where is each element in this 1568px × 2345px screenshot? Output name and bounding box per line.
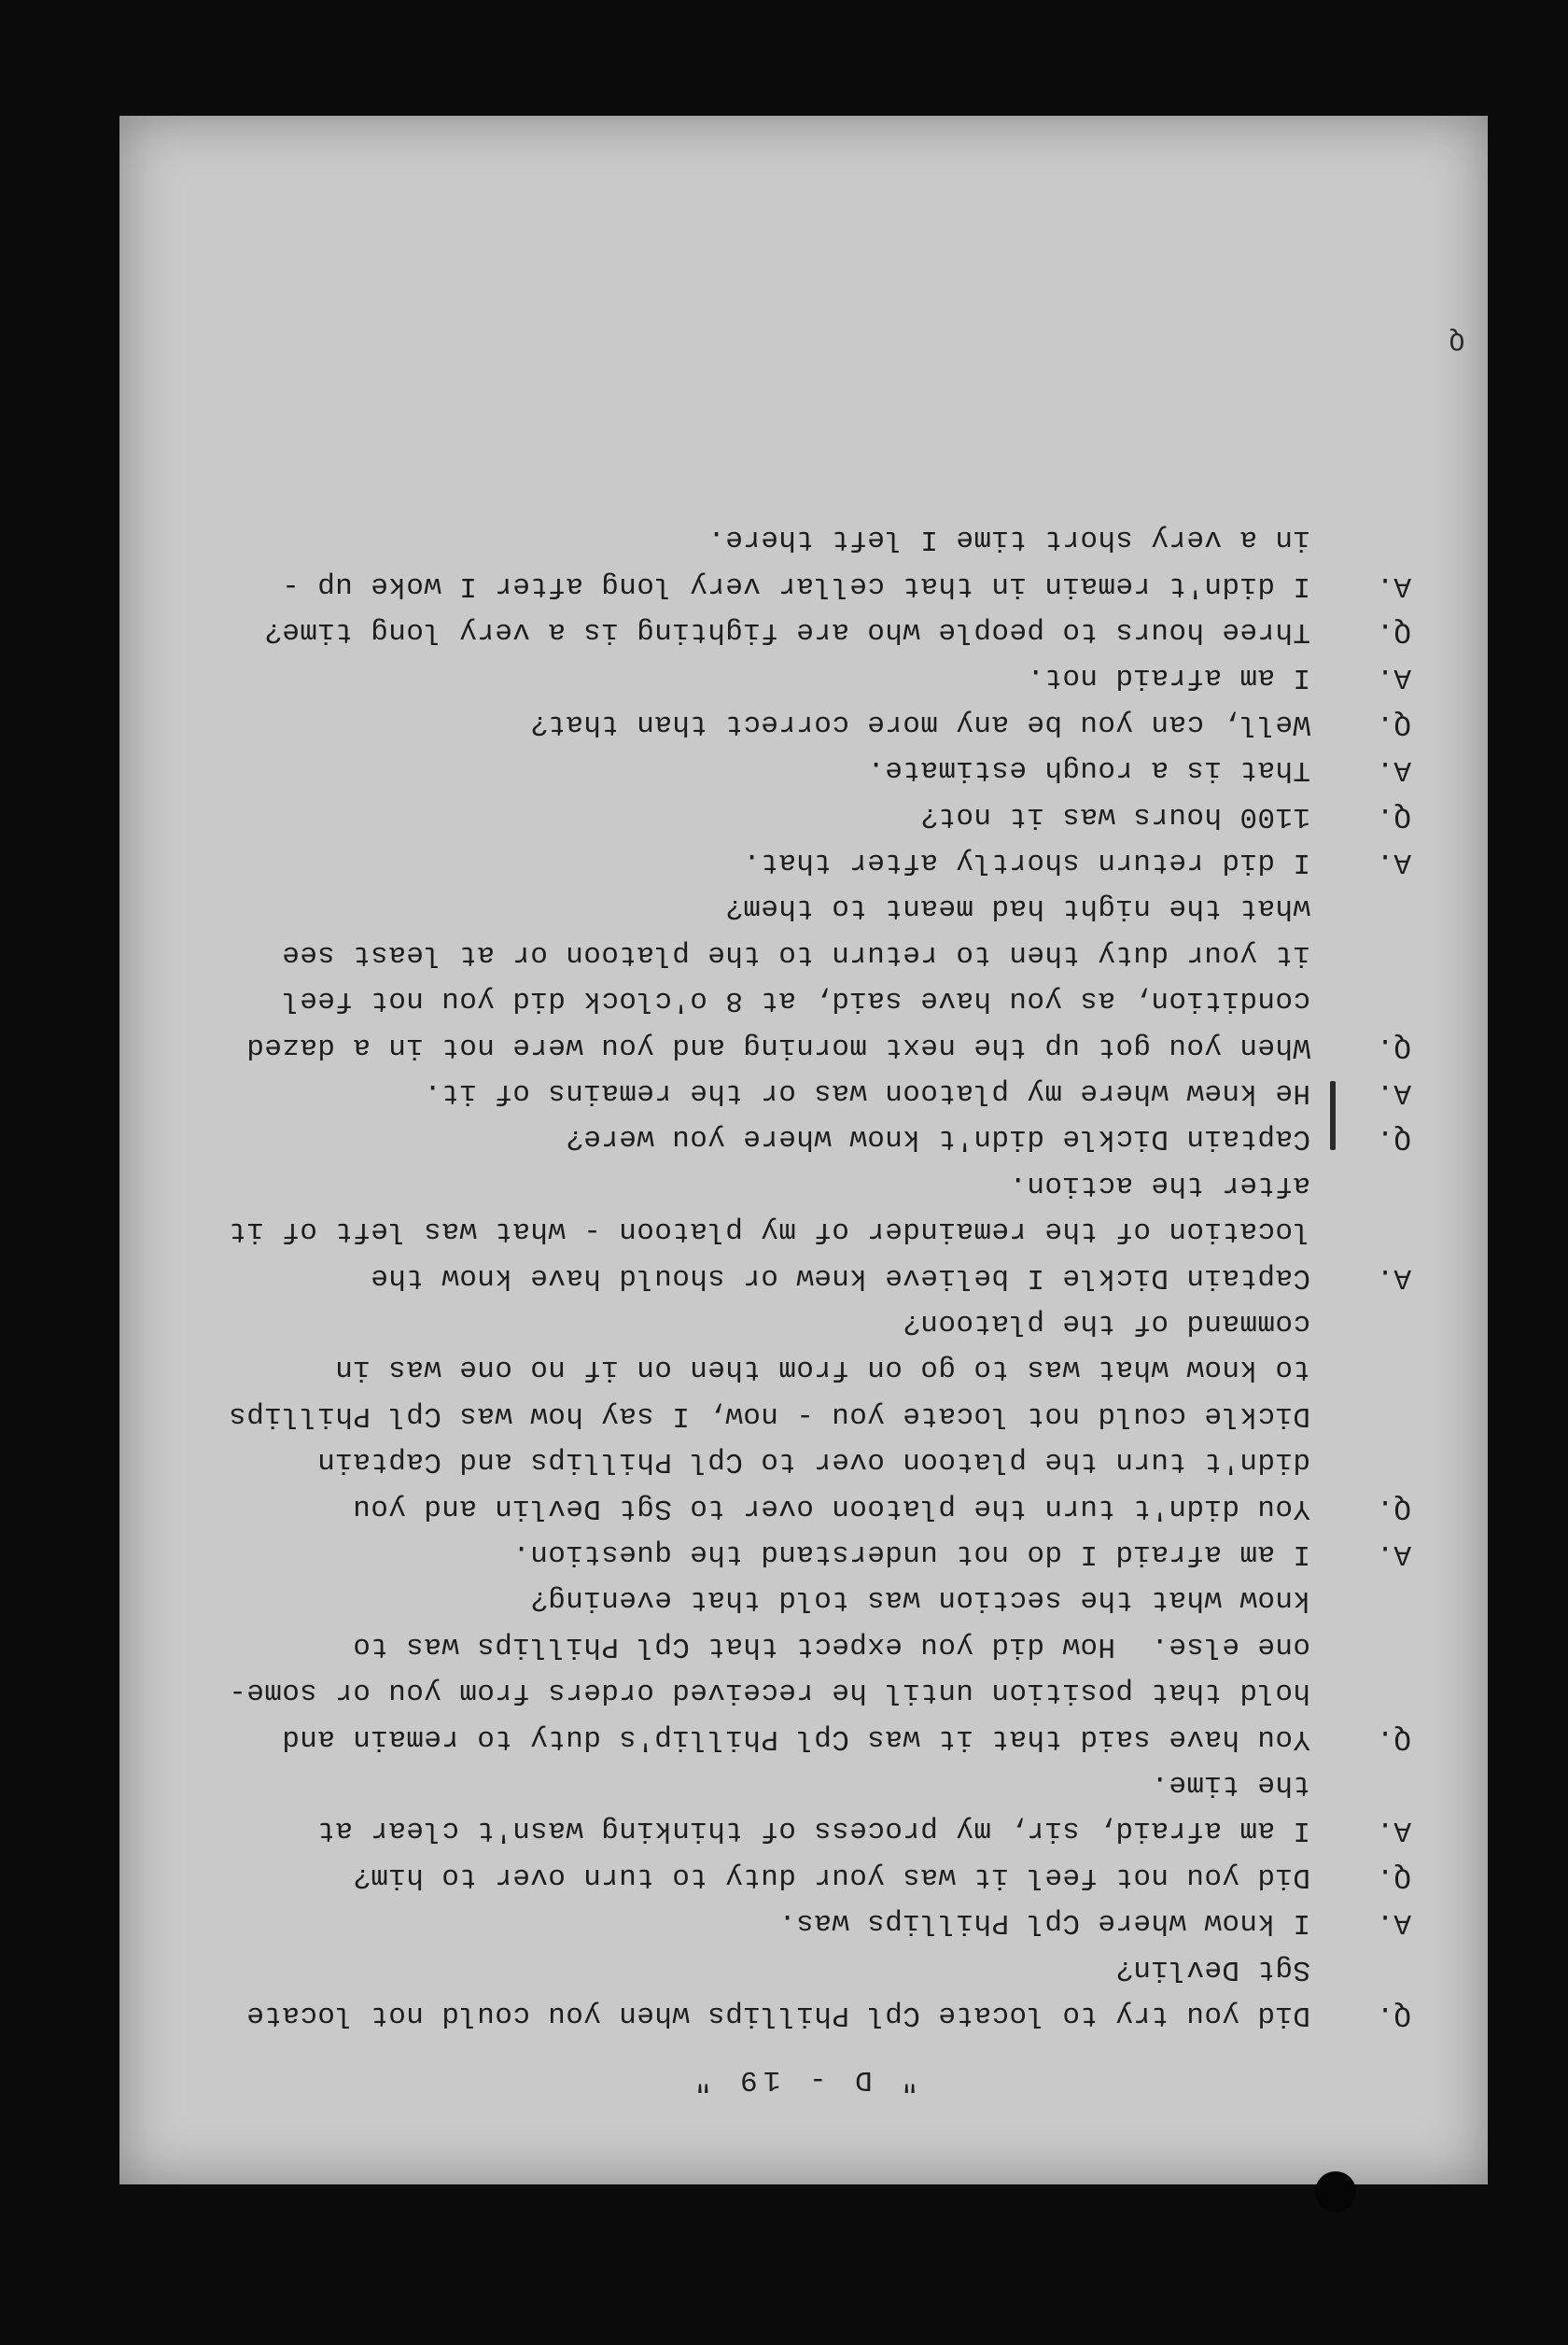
- speaker-marker: A.: [1376, 1814, 1411, 1847]
- line-text: Did you not feel it was your duty to turn over to him?: [352, 1860, 1310, 1893]
- speaker-marker: A.: [1376, 1076, 1411, 1109]
- line-text: what the night had meant to them?: [724, 892, 1310, 925]
- transcript-line: [119, 516, 1488, 561]
- line-text: I didn't remain in that cellar very long after I woke up -: [281, 569, 1310, 602]
- line-text: I am afraid, sir, my process of thinking wasn't clear at: [316, 1814, 1310, 1847]
- transcript-line: [119, 1485, 1488, 1530]
- line-text: I know where Cpl Phillips was.: [777, 1906, 1310, 1940]
- line-text: I did return shortly after that.: [742, 846, 1310, 878]
- transcript-line: [119, 1531, 1488, 1576]
- transcript-line: [119, 1946, 1488, 1991]
- transcript-line: [119, 563, 1488, 608]
- document-page: [119, 116, 1488, 2184]
- line-text: in a very short time I left there.: [707, 523, 1310, 556]
- speaker-marker: A.: [1376, 753, 1411, 787]
- transcript-line: [119, 839, 1488, 884]
- transcript-line: [119, 654, 1488, 699]
- transcript-line: [119, 1024, 1488, 1069]
- line-text: condition, as you have said, at 8 o'clock did you not feel: [281, 984, 1310, 1018]
- line-text: didn't turn the platoon over to Cpl Phillips and Captain: [316, 1445, 1310, 1479]
- punch-hole: [1315, 2171, 1356, 2212]
- line-text: hold that position until he received orders from you or some-: [228, 1676, 1310, 1709]
- line-text: I am afraid not.: [1026, 661, 1310, 695]
- transcript-line: [119, 1900, 1488, 1945]
- transcript-line: [119, 1807, 1488, 1852]
- line-text: Did you try to locate Cpl Phillips when you could not locate: [245, 1999, 1310, 2031]
- transcript-line: [119, 609, 1488, 653]
- speaker-marker: Q.: [1376, 615, 1411, 648]
- speaker-marker: Q.: [1376, 799, 1411, 833]
- speaker-marker: Q.: [1376, 1030, 1411, 1063]
- line-text: That is a rough estimate.: [866, 753, 1310, 787]
- speaker-marker: Q.: [1376, 1860, 1411, 1893]
- line-text: know what the section was told that evening?: [529, 1583, 1310, 1617]
- line-text: When you got up the next morning and you were not in a dazed: [245, 1030, 1310, 1063]
- speaker-marker: A.: [1376, 846, 1411, 878]
- line-text: the time.: [1150, 1768, 1310, 1801]
- line-text: Sgt Devlin?: [1114, 1952, 1310, 1986]
- transcript-line: [119, 1577, 1488, 1622]
- speaker-marker: A.: [1376, 1260, 1411, 1294]
- speaker-marker: Q.: [1376, 1491, 1411, 1524]
- transcript-line: [119, 1762, 1488, 1806]
- speaker-marker: A.: [1376, 661, 1411, 695]
- speaker-marker: Q.: [1376, 1721, 1411, 1755]
- transcript-line: [119, 1992, 1488, 2037]
- line-text: Three hours to people who are fighting is a very long time?: [263, 615, 1310, 648]
- transcript-line: [119, 1300, 1488, 1345]
- speaker-marker: A.: [1376, 569, 1411, 602]
- transcript-line: [119, 1255, 1488, 1299]
- transcript-line: [119, 793, 1488, 838]
- line-text: He knew where my platoon was or the remains of it.: [423, 1076, 1310, 1109]
- transcript-line: [119, 1854, 1488, 1899]
- line-text: I am afraid I do not understand the question.: [511, 1538, 1310, 1570]
- speaker-marker: Q.: [1376, 707, 1411, 740]
- transcript-line: [119, 977, 1488, 1022]
- transcript-line: [119, 701, 1488, 746]
- page-number: " D - 19 ": [688, 2063, 919, 2096]
- transcript-line: [119, 1346, 1488, 1391]
- transcript-line: [119, 932, 1488, 976]
- line-text: Captain Dickle didn't know where you were?: [565, 1122, 1310, 1156]
- footer-marker: Q: [1449, 325, 1465, 354]
- line-text: one else. How did you expect that Cpl Phillips was to: [352, 1629, 1310, 1663]
- transcript-line: [119, 1208, 1488, 1253]
- transcript-line: [119, 747, 1488, 792]
- line-text: to know what was to go on from then on if no one was in: [334, 1353, 1310, 1386]
- transcript-text-block: [119, 116, 1488, 2184]
- transcript-line: [119, 1439, 1488, 1483]
- transcript-line: [119, 1669, 1488, 1714]
- line-text: command of the platoon?: [902, 1307, 1310, 1340]
- speaker-marker: A.: [1376, 1906, 1411, 1940]
- transcript-line: [119, 1623, 1488, 1668]
- transcript-line: [119, 885, 1488, 930]
- line-text: Well, can you be any more correct than that?: [529, 707, 1310, 740]
- transcript-line: [119, 1162, 1488, 1207]
- line-text: Captain Dickle I believe knew or should have know the: [370, 1260, 1310, 1294]
- transcript-line: [119, 1716, 1488, 1761]
- transcript-line: [119, 1070, 1488, 1115]
- line-text: Dickle could not locate you - now, I say how was Cpl Phillips: [228, 1398, 1310, 1432]
- line-text: You didn't turn the platoon over to Sgt Devlin and you: [352, 1491, 1310, 1524]
- line-text: it your duty then to return to the platoon or at least see: [281, 937, 1310, 971]
- line-text: after the action.: [1008, 1168, 1310, 1201]
- line-text: 1100 hours was it not?: [919, 799, 1310, 833]
- speaker-marker: Q.: [1376, 1999, 1411, 2031]
- speaker-marker: A.: [1376, 1538, 1411, 1570]
- speaker-marker: Q.: [1376, 1122, 1411, 1156]
- transcript-line: [119, 1116, 1488, 1160]
- line-text: location of the remainder of my platoon - what was left of it: [228, 1215, 1310, 1248]
- line-text: You have said that it was Cpl Phillip's duty to remain and: [281, 1721, 1310, 1755]
- transcript-line: [119, 1393, 1488, 1438]
